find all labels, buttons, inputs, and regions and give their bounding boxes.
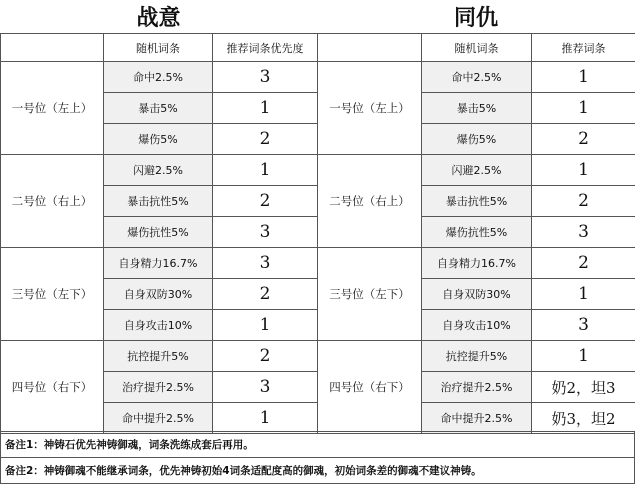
note-1: 备注1：神铸石优先神铸御魂，词条洗练成套后再用。 (0, 431, 635, 458)
title-tongchou: 同仇 (453, 5, 498, 31)
note-2: 备注2：神铸御魂不能继承词条，优先神铸初始4词条适配度高的御魂，初始词条差的御魂不建议神铸。 (0, 458, 635, 484)
attr-right: 命中2.5% (422, 62, 532, 93)
attr-left: 自身精力16.7% (104, 248, 213, 279)
titles-row (0, 0, 635, 33)
position-left: 四号位（右下） (1, 341, 104, 434)
header-attr-right: 随机词条 (422, 34, 532, 62)
attr-left: 自身攻击10% (104, 310, 213, 341)
header-blank-right (318, 34, 422, 62)
attr-left: 命中提升2.5% (104, 403, 213, 434)
table-row (1, 341, 635, 372)
header-prio-right: 推荐词条 (532, 34, 635, 62)
attr-right: 自身攻击10% (422, 310, 532, 341)
attr-left: 暴击抗性5% (104, 186, 213, 217)
prio-right: 1 (532, 279, 635, 310)
prio-right: 3 (532, 310, 635, 341)
notes (0, 431, 635, 484)
table-row (1, 62, 635, 93)
attr-right: 命中提升2.5% (422, 403, 532, 434)
table-row (1, 248, 635, 279)
position-left: 三号位（左下） (1, 248, 104, 341)
attr-left: 抗控提升5% (104, 341, 213, 372)
attr-right: 自身精力16.7% (422, 248, 532, 279)
position-right: 二号位（右上） (318, 155, 422, 248)
prio-left: 1 (213, 310, 318, 341)
attr-right: 自身双防30% (422, 279, 532, 310)
prio-left: 2 (213, 124, 318, 155)
prio-right: 2 (532, 124, 635, 155)
attr-right: 爆伤5% (422, 124, 532, 155)
position-left: 二号位（右上） (1, 155, 104, 248)
prio-right: 奶2，坦3 (532, 372, 635, 403)
position-left: 一号位（左上） (1, 62, 104, 155)
prio-left: 3 (213, 372, 318, 403)
header-prio-left: 推荐词条优先度 (213, 34, 318, 62)
attr-right: 治疗提升2.5% (422, 372, 532, 403)
attr-right: 暴击抗性5% (422, 186, 532, 217)
prio-right: 1 (532, 62, 635, 93)
attr-right: 闪避2.5% (422, 155, 532, 186)
prio-left: 1 (213, 403, 318, 434)
attr-right: 暴击5% (422, 93, 532, 124)
attr-right: 抗控提升5% (422, 341, 532, 372)
prio-left: 1 (213, 93, 318, 124)
attr-left: 命中2.5% (104, 62, 213, 93)
prio-right: 2 (532, 186, 635, 217)
prio-right: 1 (532, 155, 635, 186)
header-attr-left: 随机词条 (104, 34, 213, 62)
attr-right: 爆伤抗性5% (422, 217, 532, 248)
prio-right: 奶3，坦2 (532, 403, 635, 434)
position-right: 四号位（右下） (318, 341, 422, 434)
prio-right: 1 (532, 93, 635, 124)
prio-left: 2 (213, 341, 318, 372)
attr-left: 自身双防30% (104, 279, 213, 310)
prio-left: 2 (213, 186, 318, 217)
prio-left: 3 (213, 217, 318, 248)
position-right: 一号位（左上） (318, 62, 422, 155)
attr-left: 暴击5% (104, 93, 213, 124)
attr-left: 爆伤抗性5% (104, 217, 213, 248)
position-right: 三号位（左下） (318, 248, 422, 341)
table-row (1, 155, 635, 186)
prio-right: 1 (532, 341, 635, 372)
priority-table (0, 33, 635, 434)
header-blank-left (1, 34, 104, 62)
prio-left: 1 (213, 155, 318, 186)
prio-left: 2 (213, 279, 318, 310)
prio-left: 3 (213, 62, 318, 93)
header-row (1, 34, 635, 62)
prio-right: 3 (532, 217, 635, 248)
attr-left: 闪避2.5% (104, 155, 213, 186)
title-zhanyi: 战意 (136, 5, 181, 31)
prio-left: 3 (213, 248, 318, 279)
attr-left: 爆伤5% (104, 124, 213, 155)
prio-right: 2 (532, 248, 635, 279)
attr-left: 治疗提升2.5% (104, 372, 213, 403)
